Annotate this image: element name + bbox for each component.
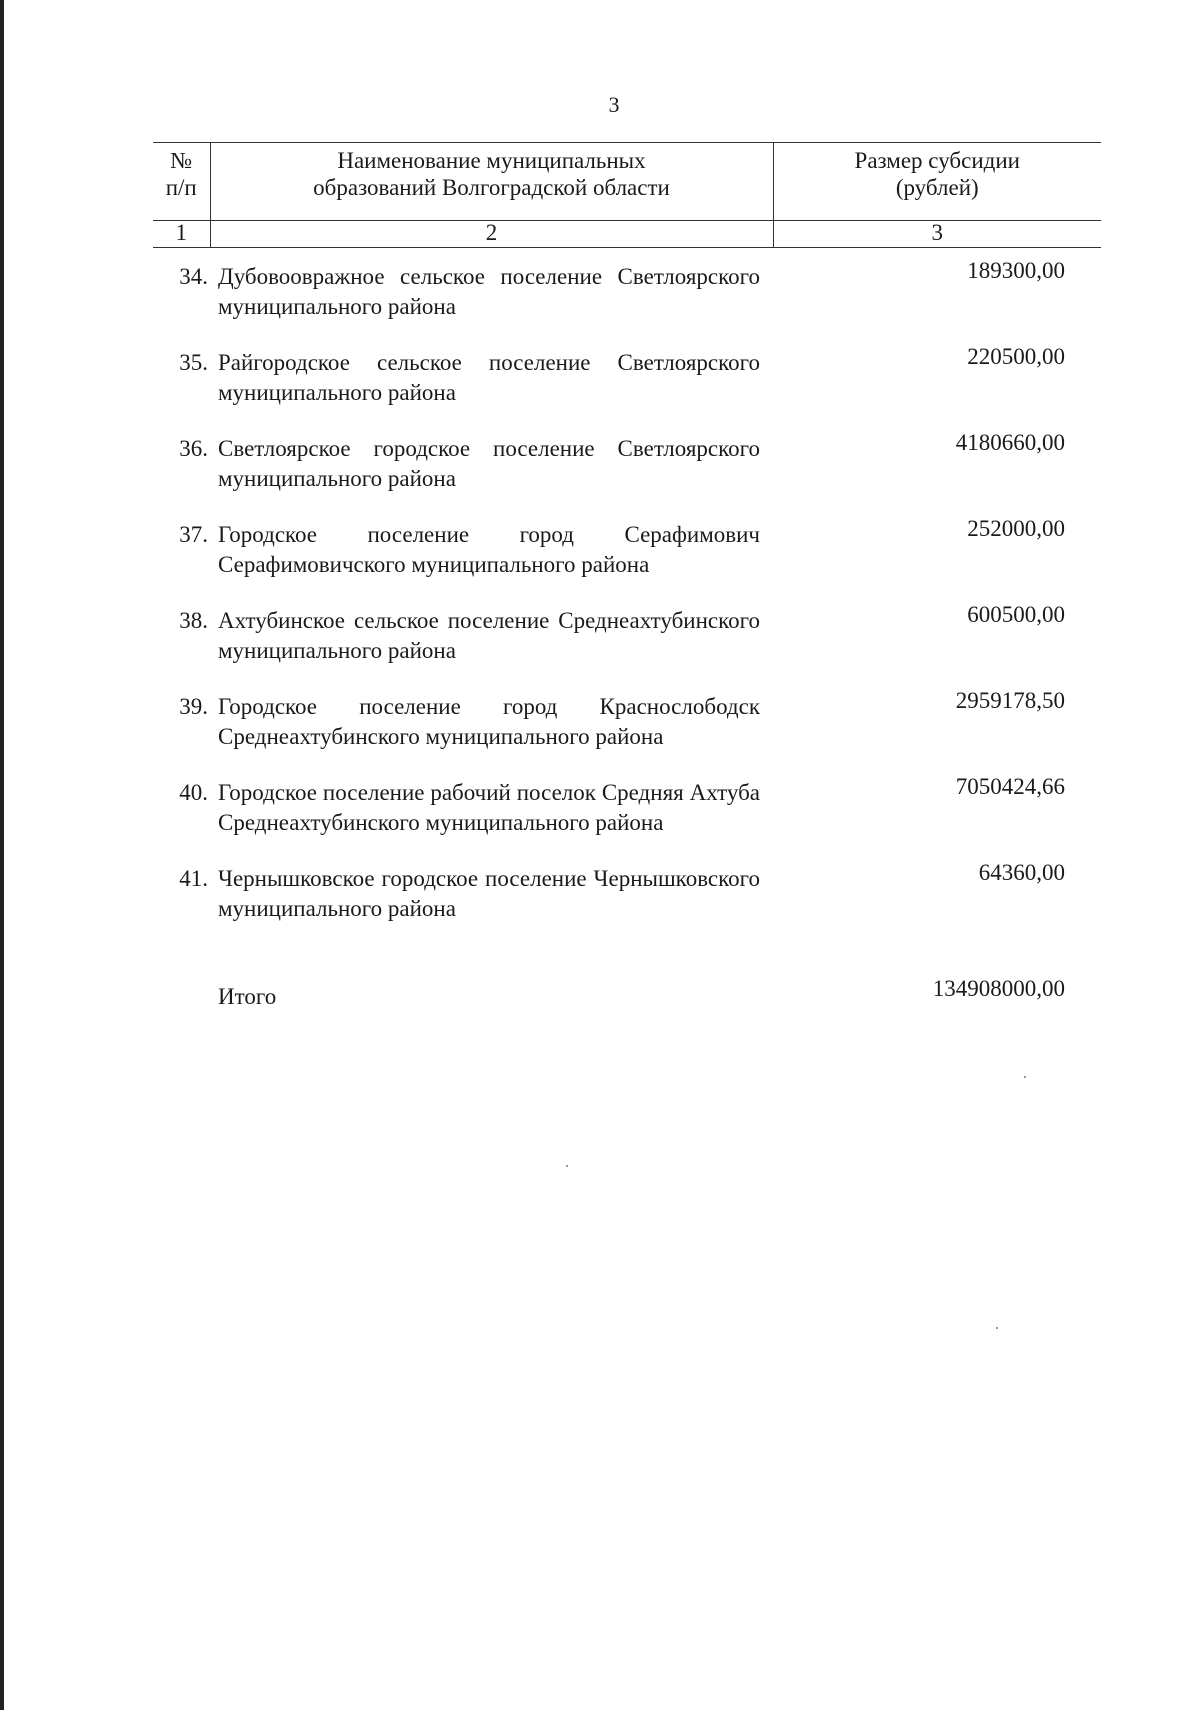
row-name: Райгородское сельское поселение Светлоярского муниципального района — [218, 350, 760, 405]
header-col-amount-line2: (рублей) — [895, 175, 979, 200]
header-col-name-line1: Наименование муниципальных — [337, 148, 646, 173]
header-col-number-line2: п/п — [165, 175, 197, 200]
row-number: 37. — [179, 522, 208, 547]
row-name: Ахтубинское сельское поселение Среднеахтубинского муниципального района — [218, 608, 760, 663]
row-amount: 64360,00 — [978, 860, 1065, 885]
row-number: 34. — [179, 264, 208, 289]
row-number: 41. — [179, 866, 208, 891]
row-amount: 600500,00 — [967, 602, 1065, 627]
scan-speck — [996, 1327, 998, 1329]
scan-edge — [0, 0, 4, 1710]
table-row — [153, 774, 1101, 838]
scan-speck — [1024, 1076, 1026, 1078]
header-col-amount — [773, 143, 1101, 221]
row-name: Городское поселение город Краснослободск Среднеахтубинского муниципального района — [218, 694, 760, 749]
row-amount: 220500,00 — [967, 344, 1065, 369]
row-name: Светлоярское городское поселение Светлоярского муниципального района — [218, 436, 760, 491]
header-index-2: 2 — [210, 221, 773, 248]
row-amount: 252000,00 — [967, 516, 1065, 541]
row-number: 36. — [179, 436, 208, 461]
table-header — [153, 142, 1101, 248]
header-col-name — [210, 143, 773, 221]
row-number: 39. — [179, 694, 208, 719]
row-number: 35. — [179, 350, 208, 375]
table-row — [153, 602, 1101, 666]
table-row — [153, 860, 1101, 924]
row-number: 40. — [179, 780, 208, 805]
header-index-1: 1 — [153, 221, 210, 248]
row-amount: 189300,00 — [967, 258, 1065, 283]
header-col-number — [153, 143, 210, 221]
row-number: 38. — [179, 608, 208, 633]
table-body — [153, 258, 1101, 924]
header-col-name-line2: образований Волгоградской области — [313, 175, 670, 200]
header-col-number-line1: № — [170, 148, 193, 173]
header-index-3: 3 — [773, 221, 1101, 248]
page-number: 3 — [608, 92, 620, 117]
total-label: Итого — [218, 984, 277, 1009]
table-row — [153, 430, 1101, 494]
header-col-amount-line1: Размер субсидии — [854, 148, 1020, 173]
table-row — [153, 258, 1101, 322]
row-name: Чернышковское городское поселение Чернышковского муниципального района — [218, 866, 760, 921]
row-amount: 2959178,50 — [955, 688, 1065, 713]
total-amount: 134908000,00 — [932, 976, 1065, 1001]
row-amount: 4180660,00 — [955, 430, 1065, 455]
table-row — [153, 688, 1101, 752]
table-row — [153, 516, 1101, 580]
row-name: Городское поселение город Серафимович Серафимовичского муниципального района — [218, 522, 760, 577]
row-name: Городское поселение рабочий поселок Средняя Ахтуба Среднеахтубинского муниципального района — [218, 780, 760, 835]
scan-speck — [566, 1165, 568, 1167]
table-row — [153, 344, 1101, 408]
row-name: Дубовоовражное сельское поселение Светлоярского муниципального района — [218, 264, 760, 319]
row-amount: 7050424,66 — [955, 774, 1065, 799]
